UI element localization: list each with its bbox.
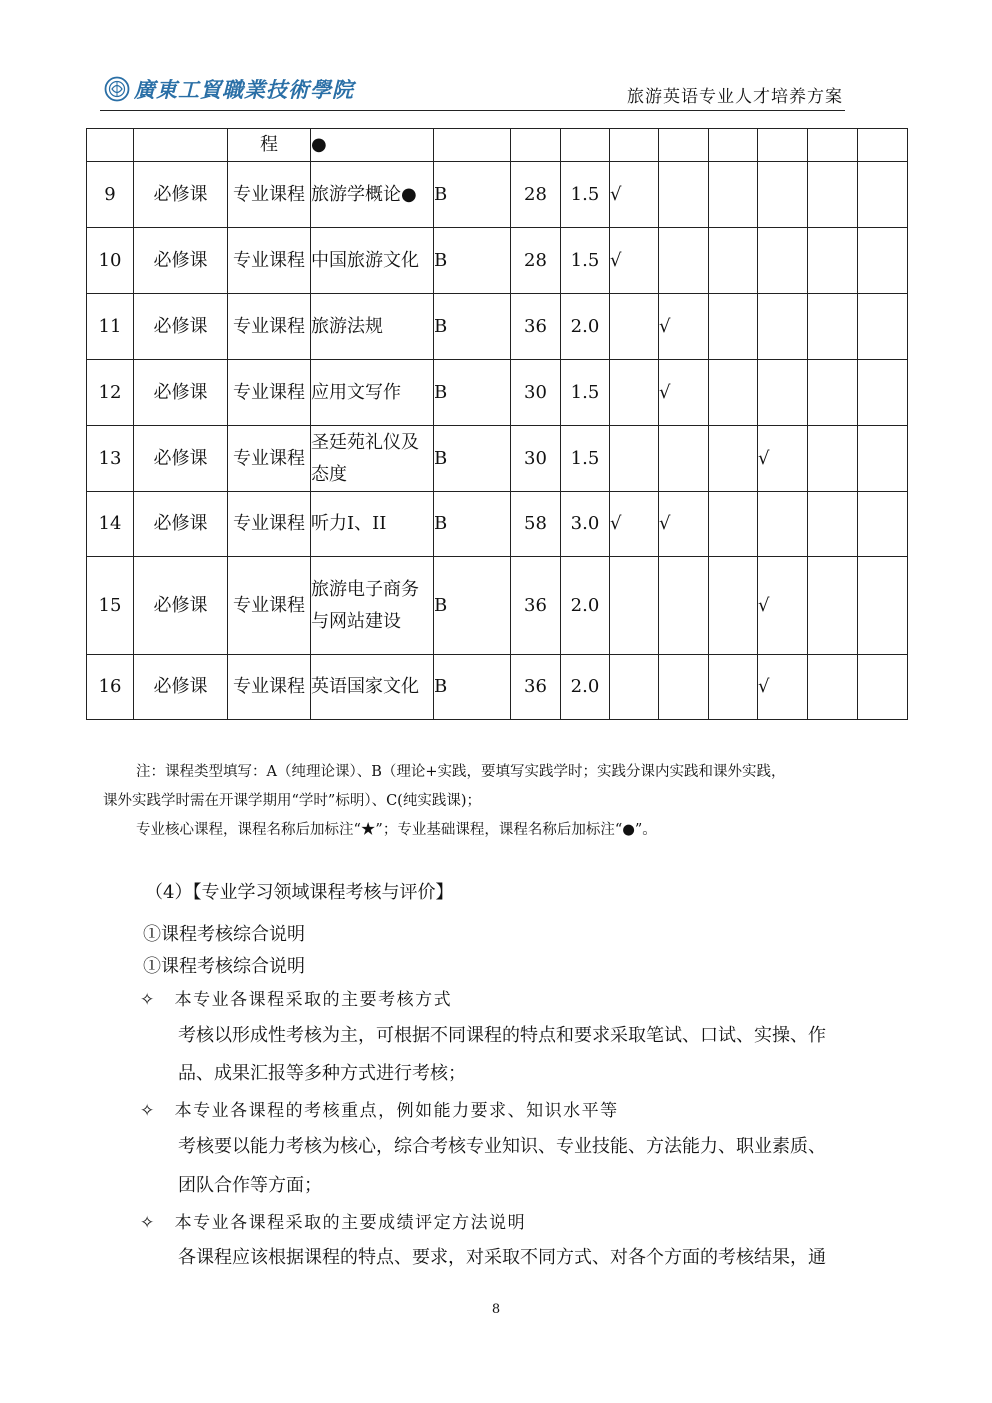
course-nature-cell: 必修课 — [134, 426, 228, 492]
paragraph-line: 各课程应该根据课程的特点、要求，对采取不同方式、对各个方面的考核结果，通 — [178, 1247, 826, 1268]
paragraph-line: 团队合作等方面； — [178, 1175, 322, 1196]
term-cell — [709, 162, 758, 228]
course-number-cell: 10 — [87, 228, 134, 294]
term-cell: √ — [610, 162, 659, 228]
term-cell — [709, 360, 758, 426]
course-name-cell: 旅游电子商务与网站建设 — [311, 557, 434, 655]
term-cell — [808, 557, 858, 655]
term-cell: √ — [659, 294, 709, 360]
course-name-cell: 圣廷苑礼仪及态度 — [311, 426, 434, 492]
course-category-cell: 专业课程 — [228, 655, 311, 720]
term-cell — [858, 426, 908, 492]
course-name-cell: 旅游法规 — [311, 294, 434, 360]
course-nature-cell: 必修课 — [134, 162, 228, 228]
course-name-cell: 中国旅游文化 — [311, 228, 434, 294]
course-nature-cell: 必修课 — [134, 655, 228, 720]
term-cell: √ — [610, 228, 659, 294]
bullet-title: 本专业各课程的考核重点，例如能力要求、知识水平等 — [174, 1101, 619, 1121]
course-type-cell: B — [434, 294, 511, 360]
course-category-cell: 专业课程 — [228, 426, 311, 492]
term-cell — [610, 655, 659, 720]
paragraph-line: 考核要以能力考核为核心，综合考核专业知识、专业技能、方法能力、职业素质、 — [178, 1136, 826, 1157]
course-credit-cell: 2.0 — [561, 557, 610, 655]
course-credit-cell: 1.5 — [561, 360, 610, 426]
diamond-bullet-icon: ✧ — [140, 1101, 156, 1121]
college-name: 廣東工貿職業技術學院 — [134, 77, 354, 102]
term-cell — [709, 426, 758, 492]
course-number-cell: 13 — [87, 426, 134, 492]
term-cell — [709, 492, 758, 557]
course-category-cell: 程 — [228, 129, 311, 162]
term-cell — [808, 294, 858, 360]
diamond-bullet-icon: ✧ — [140, 990, 156, 1010]
course-nature-cell: 必修课 — [134, 557, 228, 655]
term-cell: √ — [758, 557, 808, 655]
course-type-cell: B — [434, 228, 511, 294]
course-category-cell: 专业课程 — [228, 492, 311, 557]
course-category-cell: 专业课程 — [228, 360, 311, 426]
course-nature-cell: 必修课 — [134, 492, 228, 557]
course-hours-cell: 30 — [511, 360, 561, 426]
course-credit-cell: 1.5 — [561, 228, 610, 294]
term-cell — [758, 360, 808, 426]
term-cell — [808, 360, 858, 426]
table-row — [87, 426, 908, 492]
course-hours-cell: 58 — [511, 492, 561, 557]
term-cell — [659, 557, 709, 655]
subsection-title: ①课程考核综合说明 — [143, 924, 305, 945]
course-hours-cell: 36 — [511, 294, 561, 360]
course-type-cell: B — [434, 360, 511, 426]
term-cell: √ — [758, 655, 808, 720]
term-cell — [858, 294, 908, 360]
term-cell — [808, 426, 858, 492]
course-nature-cell: 必修课 — [134, 228, 228, 294]
term-cell — [610, 426, 659, 492]
bullet-title: 本专业各课程采取的主要成绩评定方法说明 — [174, 1213, 527, 1233]
table-row — [87, 162, 908, 228]
course-number-cell: 12 — [87, 360, 134, 426]
term-cell — [709, 655, 758, 720]
course-credit-cell: 3.0 — [561, 492, 610, 557]
term-cell — [709, 557, 758, 655]
course-name-cell: 英语国家文化 — [311, 655, 434, 720]
term-cell — [659, 426, 709, 492]
course-hours-cell: 28 — [511, 228, 561, 294]
course-number-cell: 11 — [87, 294, 134, 360]
term-cell — [610, 294, 659, 360]
term-cell — [758, 492, 808, 557]
course-type-cell: B — [434, 655, 511, 720]
course-category-cell: 专业课程 — [228, 557, 311, 655]
table-row — [87, 655, 908, 720]
term-cell — [709, 294, 758, 360]
paragraph-line: 考核以形成性考核为主，可根据不同课程的特点和要求采取笔试、口试、实操、作 — [178, 1025, 826, 1046]
paragraph-line: 品、成果汇报等多种方式进行考核； — [178, 1063, 466, 1084]
course-credit-cell: 2.0 — [561, 294, 610, 360]
table-notes — [103, 758, 903, 845]
table-row — [87, 492, 908, 557]
course-hours-cell: 36 — [511, 557, 561, 655]
college-logo — [104, 74, 354, 104]
course-credit-cell: 1.5 — [561, 162, 610, 228]
course-number-cell: 15 — [87, 557, 134, 655]
course-category-cell: 专业课程 — [228, 294, 311, 360]
term-cell — [758, 294, 808, 360]
note-line: 注：课程类型填写：A（纯理论课）、B（理论+实践，要填写实践学时；实践分课内实践和课外实践， — [136, 764, 786, 780]
table-row-continuation — [87, 129, 908, 162]
term-cell — [808, 162, 858, 228]
term-cell — [858, 655, 908, 720]
bullet-title: 本专业各课程采取的主要考核方式 — [174, 990, 453, 1010]
course-hours-cell: 36 — [511, 655, 561, 720]
term-cell — [758, 228, 808, 294]
term-cell — [659, 655, 709, 720]
term-cell — [858, 162, 908, 228]
table-row — [87, 557, 908, 655]
term-cell: √ — [758, 426, 808, 492]
course-nature-cell: 必修课 — [134, 360, 228, 426]
table-row — [87, 228, 908, 294]
page-header — [100, 70, 845, 111]
course-name-cell: ● — [311, 129, 434, 162]
section-heading: （4）【专业学习领域课程考核与评价】 — [145, 882, 454, 903]
course-hours-cell: 30 — [511, 426, 561, 492]
table-row — [87, 294, 908, 360]
note-line: 专业核心课程，课程名称后加标注“★”；专业基础课程，课程名称后加标注“●”。 — [136, 822, 657, 838]
course-number-cell: 14 — [87, 492, 134, 557]
course-type-cell: B — [434, 492, 511, 557]
course-name-cell: 应用文写作 — [311, 360, 434, 426]
subsection-title: ①课程考核综合说明 — [143, 956, 305, 977]
term-cell — [858, 557, 908, 655]
term-cell — [858, 492, 908, 557]
term-cell — [808, 228, 858, 294]
term-cell — [659, 162, 709, 228]
course-category-cell: 专业课程 — [228, 228, 311, 294]
course-number-cell: 9 — [87, 162, 134, 228]
term-cell — [709, 228, 758, 294]
course-type-cell: B — [434, 162, 511, 228]
bullet-item — [140, 1208, 526, 1233]
term-cell — [610, 557, 659, 655]
course-name-cell: 旅游学概论● — [311, 162, 434, 228]
course-credit-cell: 2.0 — [561, 655, 610, 720]
course-category-cell: 专业课程 — [228, 162, 311, 228]
term-cell — [858, 360, 908, 426]
term-cell — [808, 655, 858, 720]
bullet-item — [140, 985, 452, 1010]
term-cell — [758, 162, 808, 228]
note-line: 课外实践学时需在开课学期用“学时”标明）、C(纯实践课)； — [103, 793, 481, 809]
term-cell — [858, 228, 908, 294]
course-type-cell: B — [434, 426, 511, 492]
course-hours-cell: 28 — [511, 162, 561, 228]
bullet-item — [140, 1096, 619, 1121]
term-cell — [610, 360, 659, 426]
course-table — [86, 128, 908, 720]
term-cell: √ — [659, 360, 709, 426]
course-name-cell: 听力I、II — [311, 492, 434, 557]
document-title: 旅游英语专业人才培养方案 — [627, 87, 843, 107]
college-emblem-icon — [104, 76, 130, 102]
term-cell: √ — [659, 492, 709, 557]
diamond-bullet-icon: ✧ — [140, 1213, 156, 1233]
course-type-cell: B — [434, 557, 511, 655]
course-nature-cell: 必修课 — [134, 294, 228, 360]
course-credit-cell: 1.5 — [561, 426, 610, 492]
table-row — [87, 360, 908, 426]
term-cell — [808, 492, 858, 557]
term-cell: √ — [610, 492, 659, 557]
course-number-cell: 16 — [87, 655, 134, 720]
page-number: 8 — [491, 1302, 501, 1317]
term-cell — [659, 228, 709, 294]
